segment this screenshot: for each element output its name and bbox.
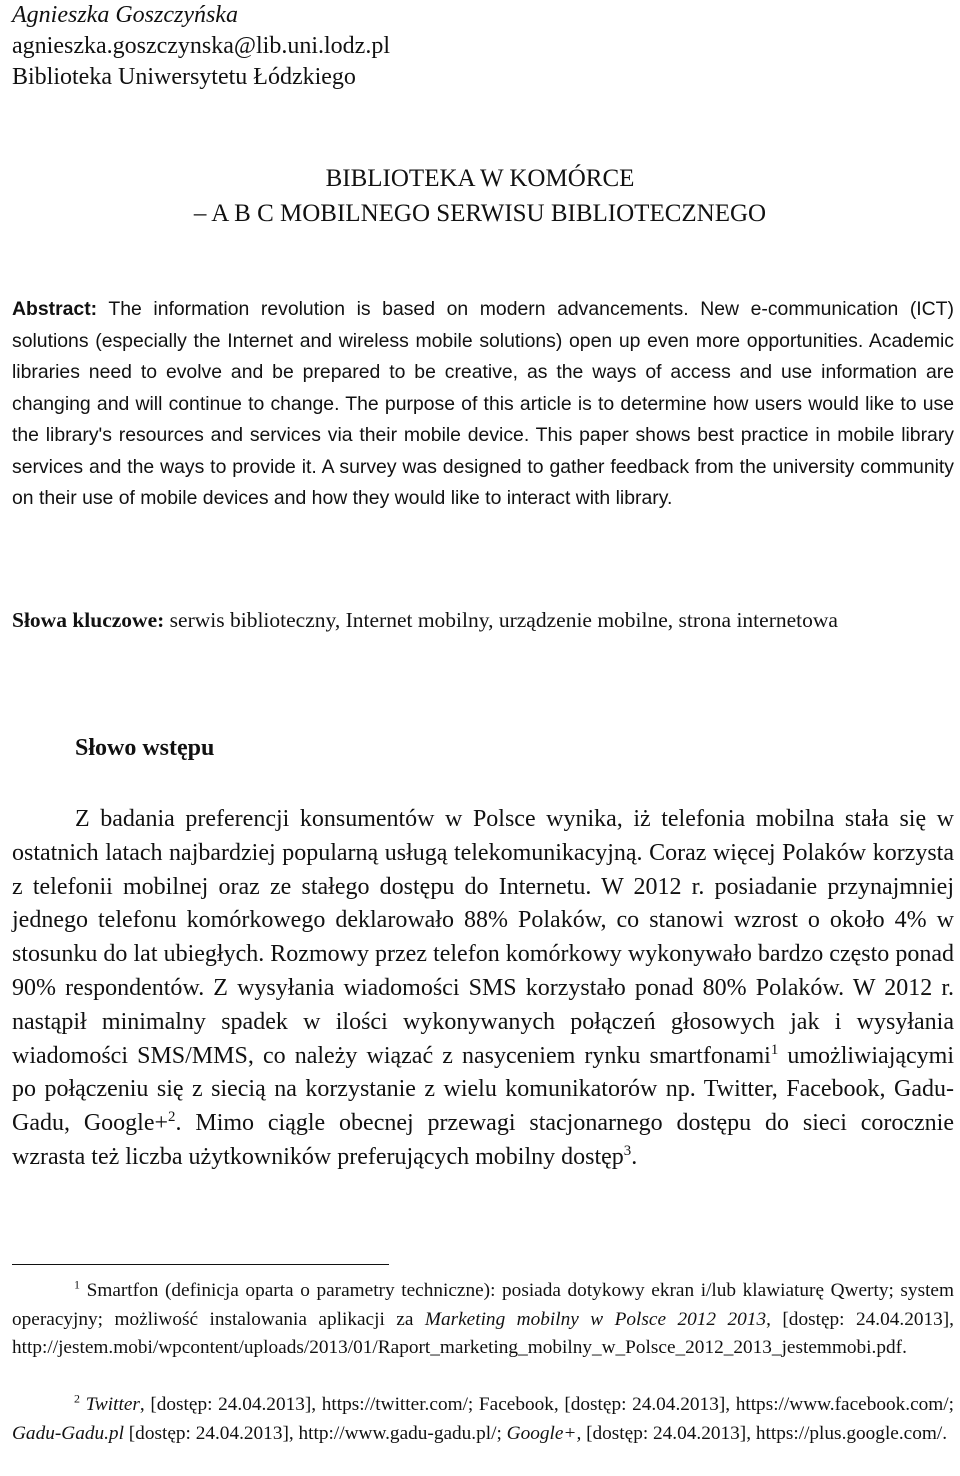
footnote-source-title: Google+, [506,1422,582,1444]
footnote-divider [12,1264,389,1265]
footnote-source-title: Twitter [79,1394,140,1415]
footnote-1 [12,1277,954,1363]
footnote-text: , [dostęp: 24.04.2013], https://twitter.com/; Facebook, [dostęp: 24.04.2013], https://www.facebook.com/; [139,1394,954,1415]
footnote-ref-2[interactable]: 2 [168,1109,176,1126]
author-institution: Biblioteka Uniwersytetu Łódzkiego [12,64,356,90]
article-title-line1: BIBLIOTEKA W KOMÓRCE [325,165,635,192]
author-block [12,0,390,93]
footnote-2 [12,1391,954,1448]
footnote-source-title: Marketing mobilny w Polsce 2012 2013 [424,1308,767,1330]
body-text-part: . [631,1143,638,1170]
keywords-text: serwis biblioteczny, Internet mobilny, urządzenie mobilne, strona internetowa [169,608,838,632]
footnote-ref-3[interactable]: 3 [623,1142,632,1159]
body-paragraph [12,803,954,1175]
keywords [12,604,954,636]
abstract-label: Abstract: [12,298,98,320]
body-text-part: Z badania preferencji konsumentów w Polsce wynika, iż telefonia mobilna stała się w ostatnich latach najbardziej popularną usługą telekomunikacyjną. Coraz więcej Polaków korzysta z telefonii mobilnej oraz ze stałego dostępu do Internetu. W 2012 r. posiadanie przynajmniej jednego telefonu komórkowego deklarowało 88% Polaków, co stanowi wzrost o około 4% w stosunku do lat ubiegłych. Rozmowy przez telefon komórkowy wykonywało bardzo często ponad 90% respondentów. Z wysyłania wiadomości SMS korzystało ponad 80% Polaków. W 2012 r. nastąpił minimalny spadek w ilości wykonywanych połączeń głosowych jak i wysyłania wiadomości SMS/MMS, co należy wiązać z nasyceniem rynku smartfonami [12,806,954,1069]
footnote-text: [dostęp: 24.04.2013], https://plus.google.com/. [581,1422,948,1444]
footnote-ref-1[interactable]: 1 [770,1041,779,1058]
footnote-text: [dostęp: 24.04.2013], http://www.gadu-gadu.pl/; [123,1422,507,1444]
footnote-text: , [dostęp: 24.04.2013], http://jestem.mobi/wpcontent/uploads/2013/01/Raport_marketing_mobilny_w_Polsce_2012_2013_jestemmobi.pdf. [12,1308,954,1359]
footnote-text: Smartfon (definicja oparta o parametry techniczne): posiada dotykowy ekran i/lub klawiaturę Qwerty; system operacyjny; możliwość instalowania aplikacji za [12,1280,954,1330]
article-title-line2: – A B C MOBILNEGO SERWISU BIBLIOTECZNEGO [193,200,767,227]
abstract [12,294,954,515]
author-name: Agnieszka Goszczyńska [12,2,238,28]
section-heading: Słowo wstępu [75,735,215,761]
author-email: agnieszka.goszczynska@lib.uni.lodz.pl [12,33,390,59]
footnote-source-title: Gadu-Gadu.pl [12,1422,124,1444]
abstract-text: The information revolution is based on modern advancements. New e-communication (ICT) solutions (especially the Internet and wireless mobile solutions) open up even more opportunities. Academic libraries need to evolve and be prepared to be creative, as the ways of access and use information are changing and will continue to change. The purpose of this article is to determine how users would like to use the library's resources and services via their mobile device. This paper shows best practice in mobile library services and the ways to provide it. A survey was designed to gather feedback from the university community on their use of mobile devices and how they would like to interact with library. [12,298,954,509]
footnote-number: 2 [74,1391,80,1406]
body-text-part: umożliwiającymi po połączeniu się z siecią na korzystanie z wielu komunikatorów np. Twitter, Facebook, Gadu-Gadu, Google+ [12,1042,955,1137]
footnote-number: 1 [74,1277,80,1292]
body-text-part: . Mimo ciągle obecnej przewagi stacjonarnego dostępu do sieci corocznie wzrasta też liczba użytkowników preferujących mobilny dostęp [12,1110,955,1170]
keywords-label: Słowa kluczowe: [12,608,165,632]
